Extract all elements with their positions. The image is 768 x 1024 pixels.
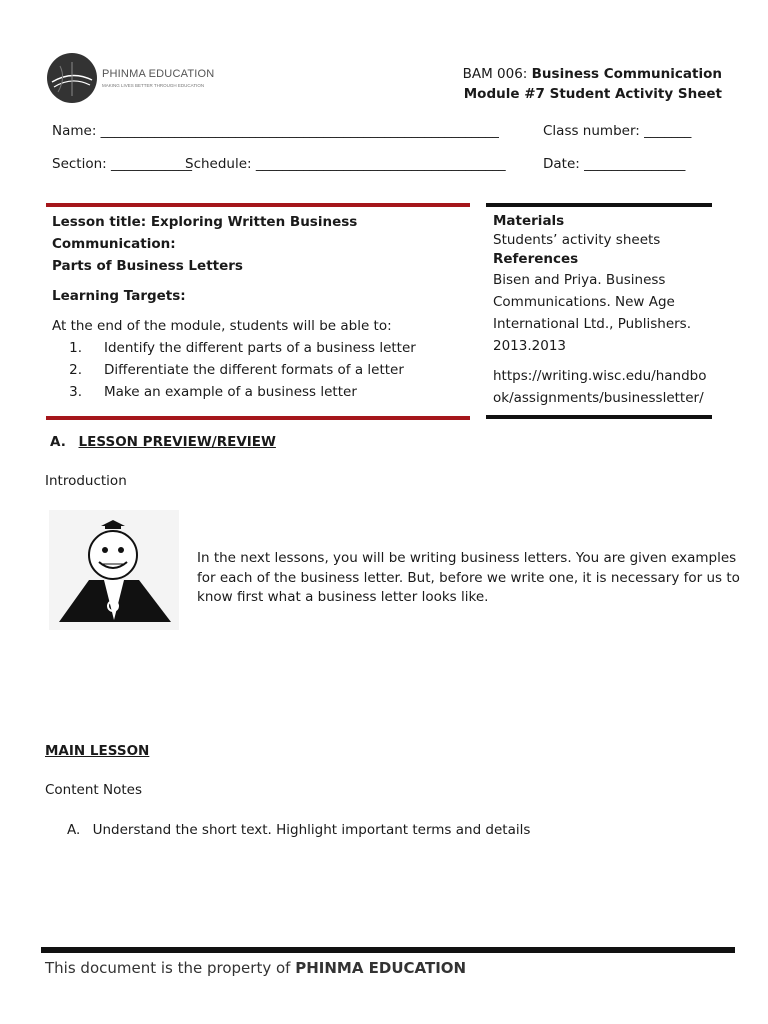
reference-url-line[interactable]: ok/assignments/businessletter/	[493, 390, 704, 406]
footer-divider	[41, 947, 735, 953]
logo-emblem-icon	[46, 52, 98, 104]
logo-name: PHINMA EDUCATION	[102, 68, 215, 80]
reference-line: Bisen and Priya. Business	[493, 272, 666, 288]
content-notes-label: Content Notes	[45, 782, 142, 798]
module-title: Module #7 Student Activity Sheet	[463, 86, 722, 102]
lesson-title-line1: Lesson title: Exploring Written Business Communication:	[52, 214, 358, 252]
section-field[interactable]: Section: ____________	[52, 156, 192, 172]
learning-targets-intro: At the end of the module, students will be able to:	[52, 318, 392, 334]
date-field[interactable]: Date: _______________	[543, 156, 686, 172]
lesson-box	[46, 203, 470, 420]
phinma-logo	[46, 52, 216, 108]
materials-value: Students’ activity sheets	[493, 232, 661, 248]
main-lesson-heading: MAIN LESSON	[45, 743, 150, 759]
reference-line: 2013.2013	[493, 338, 567, 354]
lesson-title-line2: Parts of Business Letters	[52, 258, 243, 274]
name-field[interactable]: Name: ___________________________________________________________	[52, 123, 499, 139]
learning-targets-heading: Learning Targets:	[52, 288, 186, 304]
target-item: 1. Identify the different parts of a business letter	[69, 340, 416, 356]
content-item: A. Understand the short text. Highlight important terms and details	[67, 822, 531, 838]
reference-url-line[interactable]: https://writing.wisc.edu/handbo	[493, 368, 707, 384]
footer-text: This document is the property of PHINMA EDUCATION	[45, 959, 467, 977]
course-code: BAM 006:	[462, 66, 532, 82]
reference-line: International Ltd., Publishers.	[493, 316, 692, 332]
section-a-heading	[50, 434, 276, 450]
footer-owner: PHINMA EDUCATION	[295, 959, 467, 977]
class-number-field[interactable]: Class number: _______	[543, 123, 692, 139]
references-heading: References	[493, 251, 579, 267]
reference-line: Communications. New Age	[493, 294, 675, 310]
course-name: Business Communication	[531, 66, 722, 82]
target-item: 3. Make an example of a business letter	[69, 384, 357, 400]
logo-tagline: MAKING LIVES BETTER THROUGH EDUCATION	[102, 83, 205, 88]
character-illustration	[49, 510, 179, 630]
materials-box	[486, 203, 712, 419]
graduate-character-icon	[49, 510, 179, 630]
intro-paragraph: In the next lessons, you will be writing business letters. You are given examples for each of the business letter. But, before we write one, it is necessary for us to know first what a business letter looks like.	[197, 550, 740, 605]
lesson-preview-heading: LESSON PREVIEW/REVIEW	[78, 434, 276, 450]
section-a-label: A.	[50, 434, 66, 450]
target-item: 2. Differentiate the different formats of a letter	[69, 362, 404, 378]
schedule-field[interactable]: Schedule: _____________________________________	[185, 156, 506, 172]
materials-heading: Materials	[493, 213, 565, 229]
introduction-label: Introduction	[45, 473, 127, 489]
course-header	[463, 64, 722, 104]
